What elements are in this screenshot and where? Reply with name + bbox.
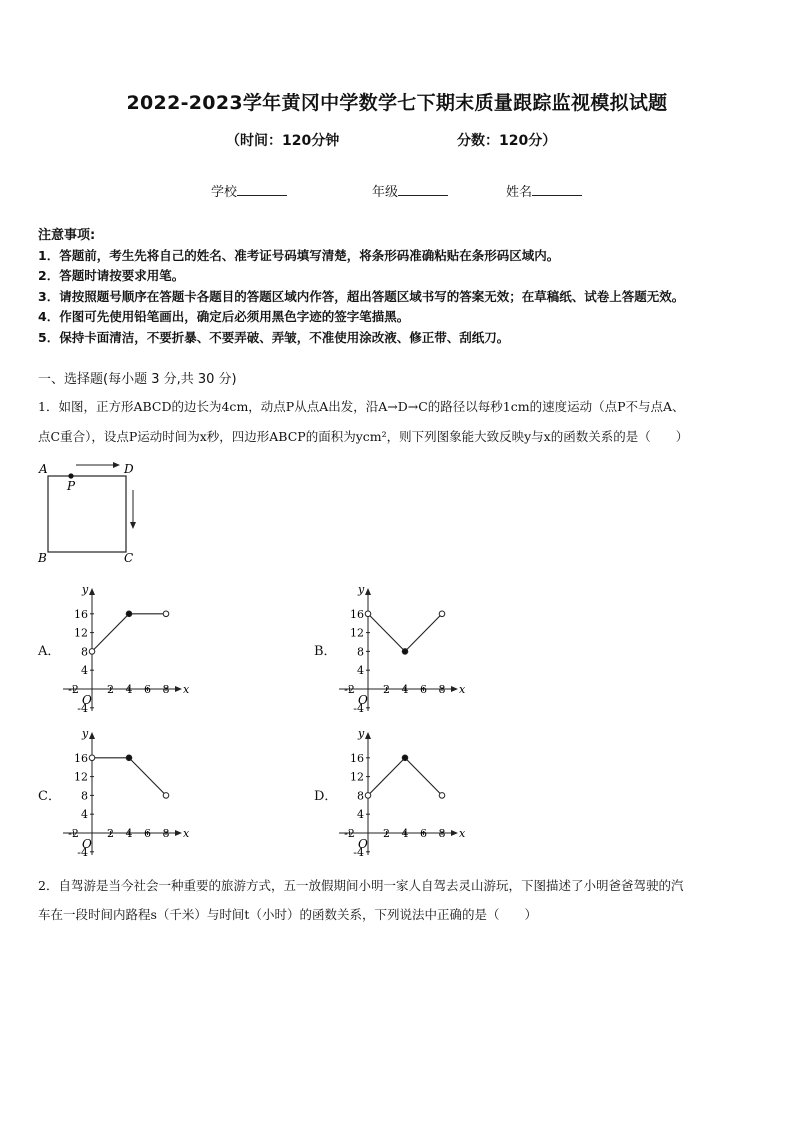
square-abcd xyxy=(48,476,126,552)
x-tick-label: 4 xyxy=(125,683,133,696)
y-tick-label: 12 xyxy=(350,770,364,784)
school-field xyxy=(211,181,287,200)
x-axis-arrow xyxy=(175,686,182,692)
square-figure xyxy=(36,458,146,566)
y-axis-arrow xyxy=(365,588,371,595)
notice-item: 1．答题前，考生先将自己的姓名、准考证号码填写清楚，将条形码准确粘贴在条形码区域内。 xyxy=(38,248,560,263)
y-tick-label: 8 xyxy=(81,645,88,659)
grade-field xyxy=(372,181,448,200)
x-axis-arrow xyxy=(451,830,458,836)
option-a-label: A． xyxy=(38,644,61,659)
y-tick-label: -4 xyxy=(77,845,88,857)
series-line xyxy=(368,758,442,796)
x-axis-arrow xyxy=(451,686,458,692)
x-tick-label: 4 xyxy=(401,683,409,696)
label-d: D xyxy=(124,462,134,476)
y-axis-label: y xyxy=(358,583,365,596)
open-point xyxy=(439,793,445,799)
y-axis-label: y xyxy=(82,727,89,740)
label-b: B xyxy=(38,551,47,565)
notice-item: 5．保持卡面清洁，不要折暴、不要弄破、弄皱，不准使用涂改液、修正带、刮纸刀。 xyxy=(38,330,510,345)
option-c-label: C． xyxy=(38,789,61,804)
open-point xyxy=(163,611,169,617)
solid-point xyxy=(402,755,408,761)
question-1-line-2: 点C重合），设点P运动时间为x秒，四边形ABCP的面积为ycm²，则下列图象能大致反映y与x的函数关系的是（ ） xyxy=(38,429,689,444)
grade-label: 年级 xyxy=(372,185,399,200)
y-tick-label: 12 xyxy=(350,626,364,640)
x-tick-label: -2 xyxy=(344,683,355,696)
grade-blank xyxy=(398,183,448,196)
y-tick-label: 8 xyxy=(81,789,88,803)
y-axis-label: y xyxy=(82,583,89,596)
open-point xyxy=(89,755,95,761)
x-axis-label: x xyxy=(459,683,466,696)
solid-point xyxy=(126,755,132,761)
y-tick-label: 4 xyxy=(357,664,364,678)
y-tick-label: 16 xyxy=(74,607,88,621)
open-point xyxy=(439,611,445,617)
x-tick-label: 6 xyxy=(420,827,427,840)
x-tick-label: 6 xyxy=(420,683,427,696)
x-tick-label: 8 xyxy=(438,827,446,840)
y-tick-label: 4 xyxy=(81,808,88,822)
point-p xyxy=(68,473,73,478)
section-heading: 一、选择题(每小题 3 分,共 30 分) xyxy=(38,372,237,387)
series-line xyxy=(368,614,442,652)
x-tick-label: 6 xyxy=(144,827,151,840)
question-2-line-1: 2．自驾游是当今社会一种重要的旅游方式，五一放假期间小明一家人自驾去灵山游玩，下图描述了小明爸爸驾驶的汽 xyxy=(38,878,684,893)
x-tick-label: 6 xyxy=(144,683,151,696)
time-label: （时间：120分钟 xyxy=(226,133,340,149)
label-c: C xyxy=(124,551,134,565)
origin-label: O xyxy=(82,837,92,851)
y-tick-label: 16 xyxy=(350,751,364,765)
series-line xyxy=(92,758,166,796)
name-label: 姓名 xyxy=(506,185,533,200)
y-tick-label: 16 xyxy=(350,607,364,621)
x-tick-label: 8 xyxy=(438,683,446,696)
y-axis-arrow xyxy=(365,732,371,739)
solid-point xyxy=(402,649,408,655)
y-axis-arrow xyxy=(89,732,95,739)
x-tick-label: 4 xyxy=(401,827,409,840)
page-title: 2022-2023学年黄冈中学数学七下期末质量跟踪监视模拟试题 xyxy=(126,92,668,114)
name-blank xyxy=(532,183,582,196)
name-field xyxy=(506,181,582,200)
arrow-down-head xyxy=(130,522,136,529)
graph-option-c xyxy=(55,722,190,857)
school-label: 学校 xyxy=(211,185,238,200)
x-tick-label: 2 xyxy=(107,683,114,696)
solid-point xyxy=(126,611,132,617)
x-tick-label: 8 xyxy=(162,683,170,696)
school-blank xyxy=(237,183,287,196)
score-label: 分数：120分） xyxy=(457,133,557,149)
question-1-line-1: 1．如图，正方形ABCD的边长为4cm，动点P从点A出发，沿A→D→C的路径以每秒1cm的速度运动（点P不与点A、 xyxy=(38,399,685,414)
option-b-label: B． xyxy=(314,644,337,659)
y-tick-label: -4 xyxy=(353,701,364,713)
x-axis-label: x xyxy=(183,827,190,840)
x-tick-label: 2 xyxy=(383,683,390,696)
x-tick-label: -2 xyxy=(344,827,355,840)
y-tick-label: -4 xyxy=(77,701,88,713)
open-point xyxy=(163,793,169,799)
question-2-line-2: 车在一段时间内路程s（千米）与时间t（小时）的函数关系，下列说法中正确的是（ ） xyxy=(38,907,537,922)
x-axis-arrow xyxy=(175,830,182,836)
y-tick-label: 12 xyxy=(74,770,88,784)
open-point xyxy=(89,649,95,655)
origin-label: O xyxy=(82,693,92,707)
y-tick-label: 8 xyxy=(357,789,364,803)
notice-item: 3．请按照题号顺序在答题卡各题目的答题区域内作答，超出答题区域书写的答案无效；在草稿纸、试卷上答题无效。 xyxy=(38,289,685,304)
x-axis-label: x xyxy=(459,827,466,840)
x-axis-label: x xyxy=(183,683,190,696)
label-p: P xyxy=(67,479,76,493)
option-d-label: D． xyxy=(314,789,338,804)
x-tick-label: -2 xyxy=(68,683,79,696)
x-tick-label: -2 xyxy=(68,827,79,840)
graph-option-d xyxy=(331,722,466,857)
y-tick-label: 4 xyxy=(81,664,88,678)
x-tick-label: 2 xyxy=(383,827,390,840)
y-axis-label: y xyxy=(358,727,365,740)
origin-label: O xyxy=(358,837,368,851)
x-tick-label: 4 xyxy=(125,827,133,840)
label-a: A xyxy=(39,462,48,476)
y-tick-label: 16 xyxy=(74,751,88,765)
open-point xyxy=(365,793,371,799)
graph-option-a xyxy=(55,578,190,713)
x-tick-label: 2 xyxy=(107,827,114,840)
y-tick-label: 12 xyxy=(74,626,88,640)
open-point xyxy=(365,611,371,617)
origin-label: O xyxy=(358,693,368,707)
y-tick-label: -4 xyxy=(353,845,364,857)
notice-item: 4．作图可先使用铅笔画出，确定后必须用黑色字迹的签字笔描黑。 xyxy=(38,309,410,324)
y-axis-arrow xyxy=(89,588,95,595)
notice-item: 2．答题时请按要求用笔。 xyxy=(38,268,185,283)
notice-heading: 注意事项: xyxy=(38,228,96,243)
series-line xyxy=(92,614,166,652)
graph-option-b xyxy=(331,578,466,713)
y-tick-label: 4 xyxy=(357,808,364,822)
x-tick-label: 8 xyxy=(162,827,170,840)
arrow-right-head xyxy=(113,462,120,468)
y-tick-label: 8 xyxy=(357,645,364,659)
